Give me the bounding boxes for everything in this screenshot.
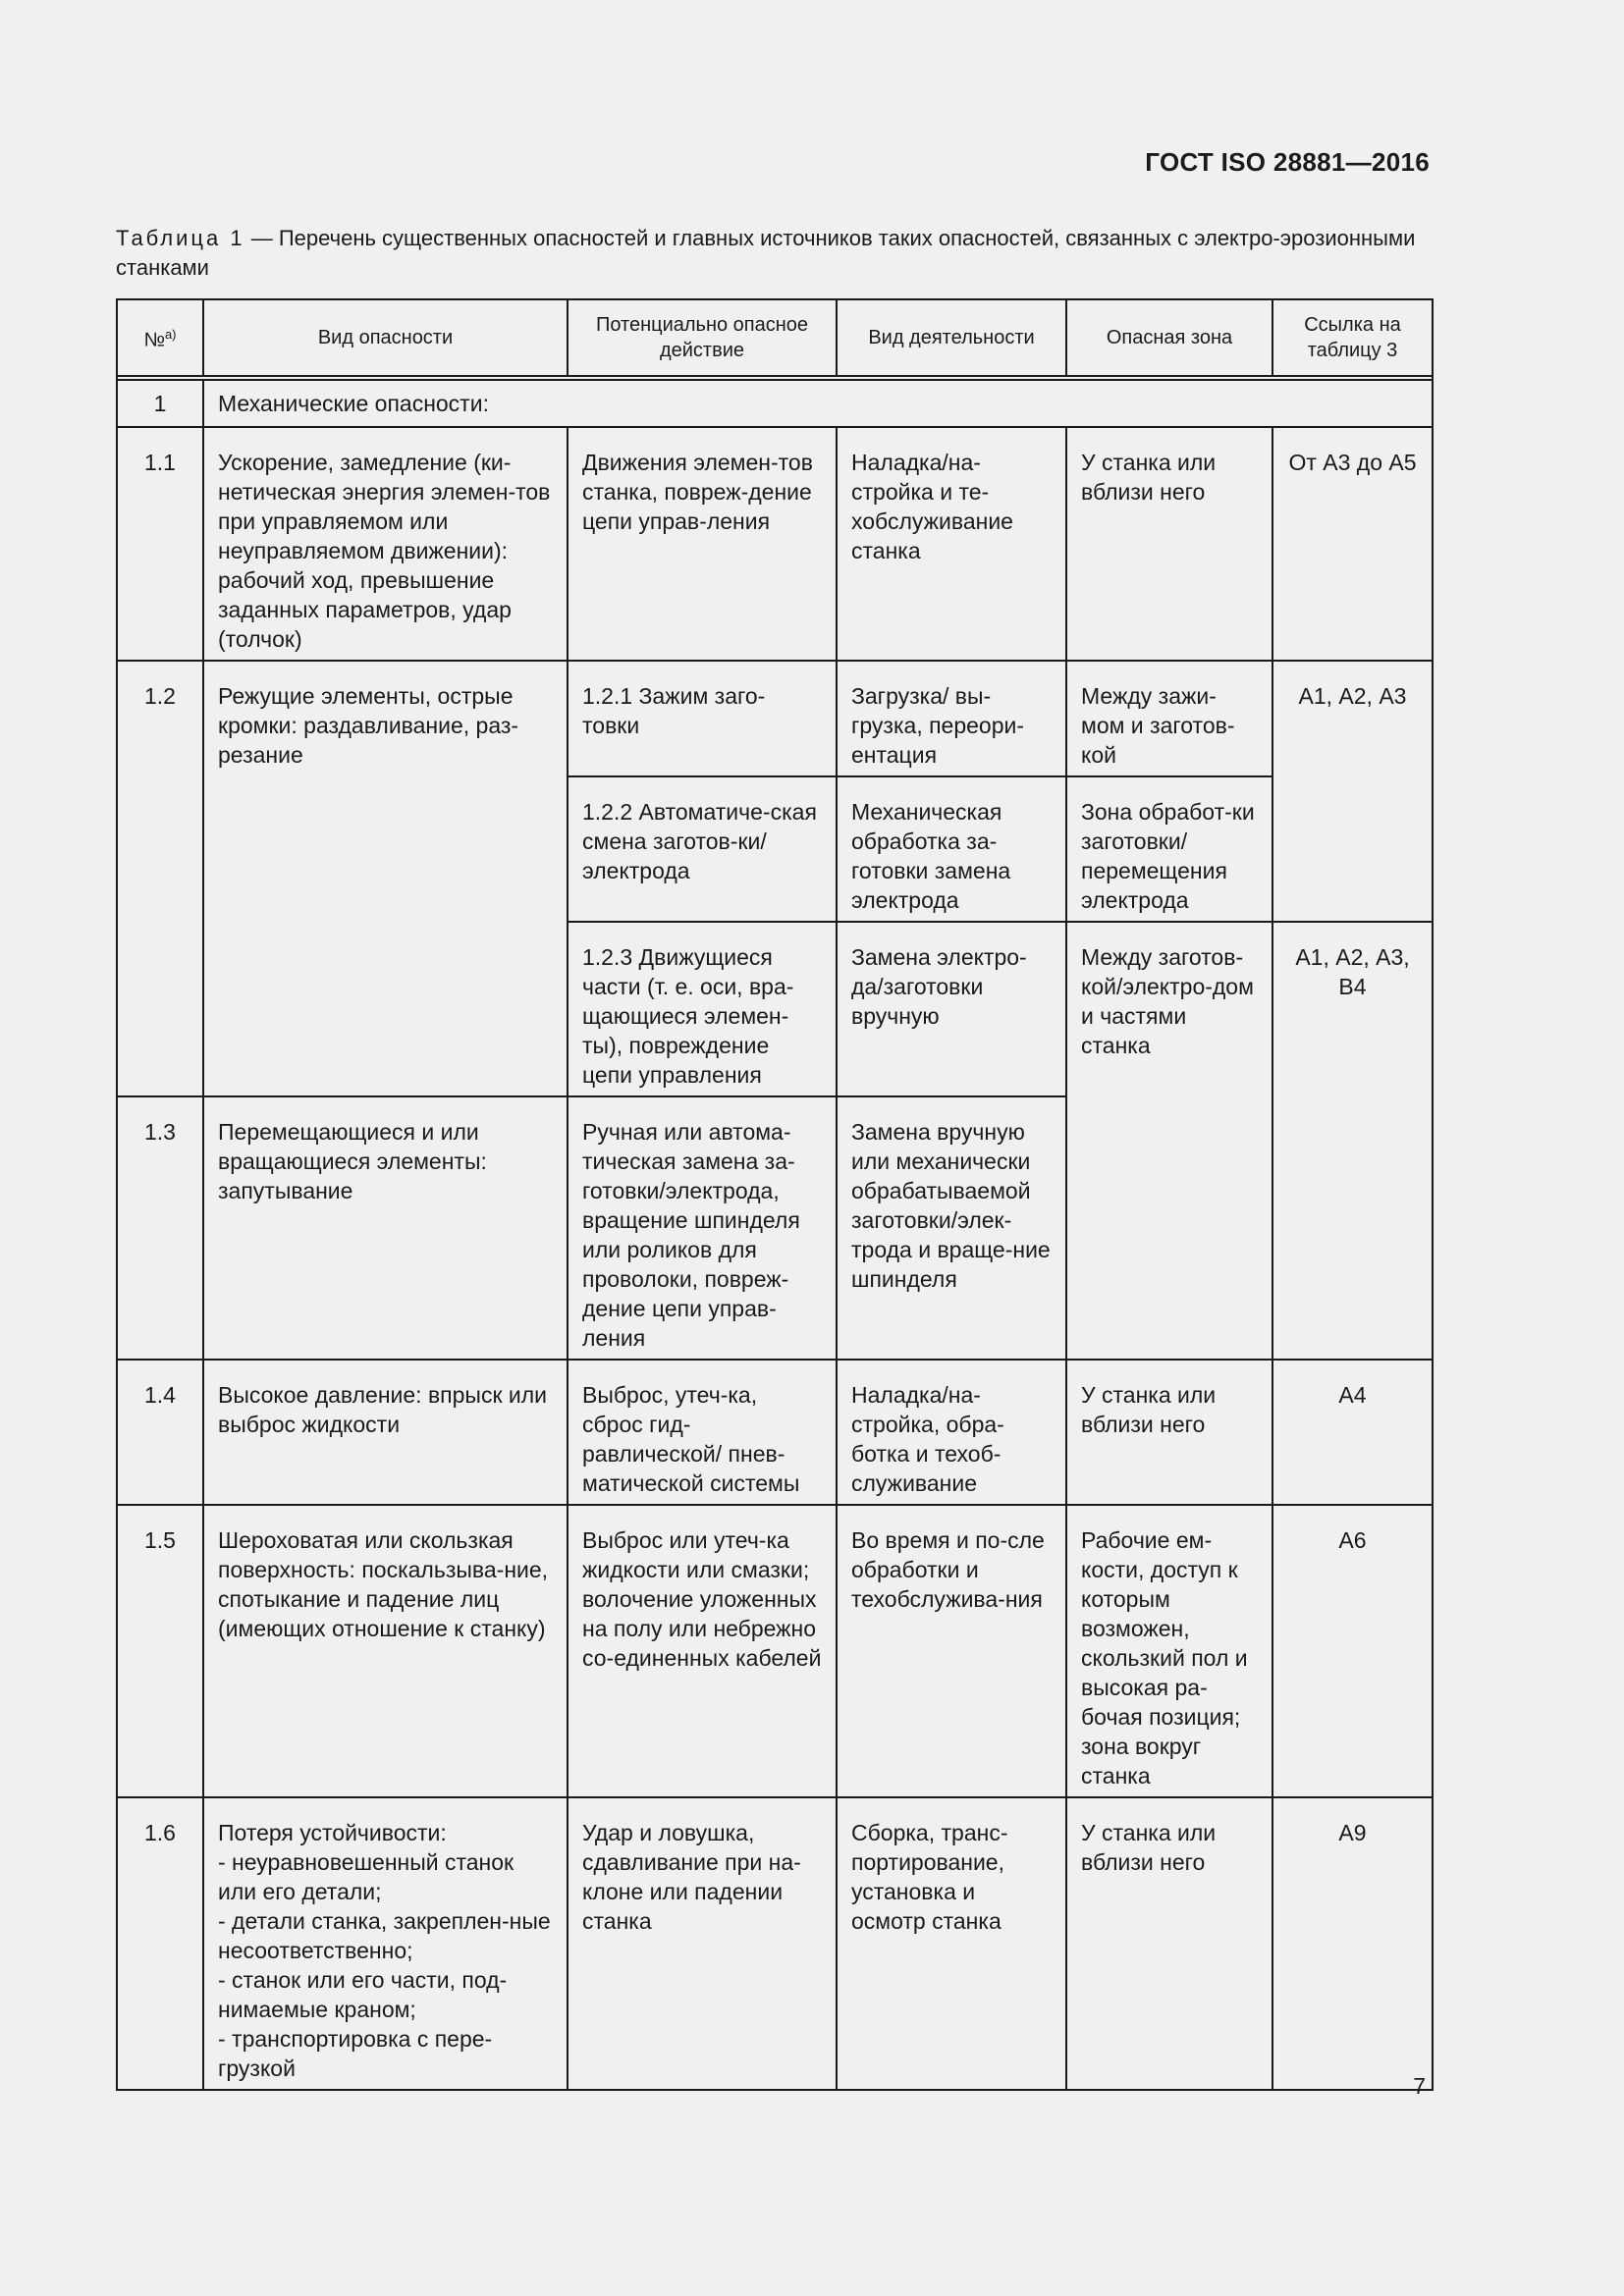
hazard-list-item: - станок или его части, под-нимаемые краном; [218,1967,508,2022]
row-activity: Замена электро-да/заготовки вручную [837,922,1066,1096]
row-action: 1.2.3 Движущиеся части (т. е. оси, вра-щающиеся элемен-ты), повреждение цепи управления [568,922,837,1096]
row-hazard: Режущие элементы, острые кромки: раздавливание, раз-резание [203,661,568,1096]
row-action: Ручная или автома-тическая замена за-готовки/электрода, вращение шпинделя или роликов для проволоки, повреж-дение цепи управ-ления [568,1096,837,1360]
table-row [117,661,1433,776]
row-ref: А1, А2, А3, В4 [1272,922,1433,1360]
row-zone: Между заготов-кой/электро-дом и частями станка [1066,922,1272,1360]
section-num: 1 [117,380,203,427]
row-hazard: Перемещающиеся и или вращающиеся элементы: запутывание [203,1096,568,1360]
row-ref: А1, А2, А3 [1272,661,1433,922]
row-hazard: Шероховатая или скользкая поверхность: поскальзыва-ние, спотыкание и падение лиц (имеющих отношение к станку) [203,1505,568,1797]
row-activity: Сборка, транс-портирование, установка и осмотр станка [837,1797,1066,2090]
hazard-list-item: - неуравновешенный станок или его детали; [218,1849,514,1904]
row-num: 1.3 [117,1096,203,1360]
row-action: Удар и ловушка, сдавливание при на-клоне или падении станка [568,1797,837,2090]
row-num: 1.5 [117,1505,203,1797]
row-num: 1.2 [117,661,203,1096]
table-row [117,1797,1433,2090]
table-caption-label: Таблица 1 [116,226,245,250]
col-header-hazard: Вид опасности [203,299,568,376]
row-num: 1.6 [117,1797,203,2090]
row-hazard [203,1797,568,2090]
row-hazard: Высокое давление: впрыск или выброс жидкости [203,1360,568,1505]
hazard-title: Потеря устойчивости: [218,1820,447,1845]
row-activity: Наладка/на-стройка и те-хобслуживание станка [837,427,1066,661]
row-zone: Между зажи-мом и заготов-кой [1066,661,1272,776]
col-header-ref: Ссылка на таблицу 3 [1272,299,1433,376]
col-header-num-label: № [143,329,165,351]
row-action: Движения элемен-тов станка, повреж-дение цепи управ-ления [568,427,837,661]
standard-designation: ГОСТ ISO 28881—2016 [1145,147,1430,177]
row-action: 1.2.1 Зажим заго-товки [568,661,837,776]
row-ref: А6 [1272,1505,1433,1797]
row-ref: От А3 до А5 [1272,427,1433,661]
section-title: Механические опасности: [203,380,1433,427]
row-activity: Наладка/на-стройка, обра-ботка и техоб-служивание [837,1360,1066,1505]
row-action: 1.2.2 Автоматиче-ская смена заготов-ки/электрода [568,776,837,922]
table-row [117,1505,1433,1797]
row-num: 1.4 [117,1360,203,1505]
row-num: 1.1 [117,427,203,661]
table-row [117,427,1433,661]
row-action: Выброс или утеч-ка жидкости или смазки; волочение уложенных на полу или небрежно со-единенных кабелей [568,1505,837,1797]
row-zone: Рабочие ем-кости, доступ к которым возможен, скользкий пол и высокая ра-бочая позиция; зона вокруг станка [1066,1505,1272,1797]
row-ref: А4 [1272,1360,1433,1505]
row-activity: Загрузка/ вы-грузка, переори-ентация [837,661,1066,776]
row-activity: Во время и по-сле обработки и техобслужива-ния [837,1505,1066,1797]
row-zone: У станка или вблизи него [1066,427,1272,661]
col-header-activity: Вид деятельности [837,299,1066,376]
hazard-list-item: - детали станка, закреплен-ные несоответственно; [218,1908,551,1963]
col-header-zone: Опасная зона [1066,299,1272,376]
table-header-row [117,299,1433,376]
row-activity: Замена вручную или механически обрабатываемой заготовки/элек-трода и враще-ние шпинделя [837,1096,1066,1360]
row-zone: У станка или вблизи него [1066,1797,1272,2090]
row-hazard: Ускорение, замедление (ки-нетическая энергия элемен-тов при управляемом или неуправляемом движении): рабочий ход, превышение заданных параметров, удар (толчок) [203,427,568,661]
col-header-num-footnote: a) [164,327,177,343]
row-action: Выброс, утеч-ка, сброс гид-равлической/ пнев-матической системы [568,1360,837,1505]
row-zone: У станка или вблизи него [1066,1360,1272,1505]
table-row [117,1360,1433,1505]
hazard-list-item: - транспортировка с пере-грузкой [218,2026,493,2081]
table-caption [116,224,1432,283]
section-row [117,380,1433,427]
row-zone: Зона обработ-ки заготовки/ перемещения электрода [1066,776,1272,922]
col-header-num [117,299,203,376]
table-caption-text: — Перечень существенных опасностей и главных источников таких опасностей, связанных с электро-эрозионными станками [116,226,1416,280]
row-activity: Механическая обработка за-готовки замена электрода [837,776,1066,922]
page-number: 7 [1413,2073,1426,2099]
row-ref: А9 [1272,1797,1433,2090]
hazards-table [116,298,1434,2091]
col-header-action: Потенциально опасное действие [568,299,837,376]
